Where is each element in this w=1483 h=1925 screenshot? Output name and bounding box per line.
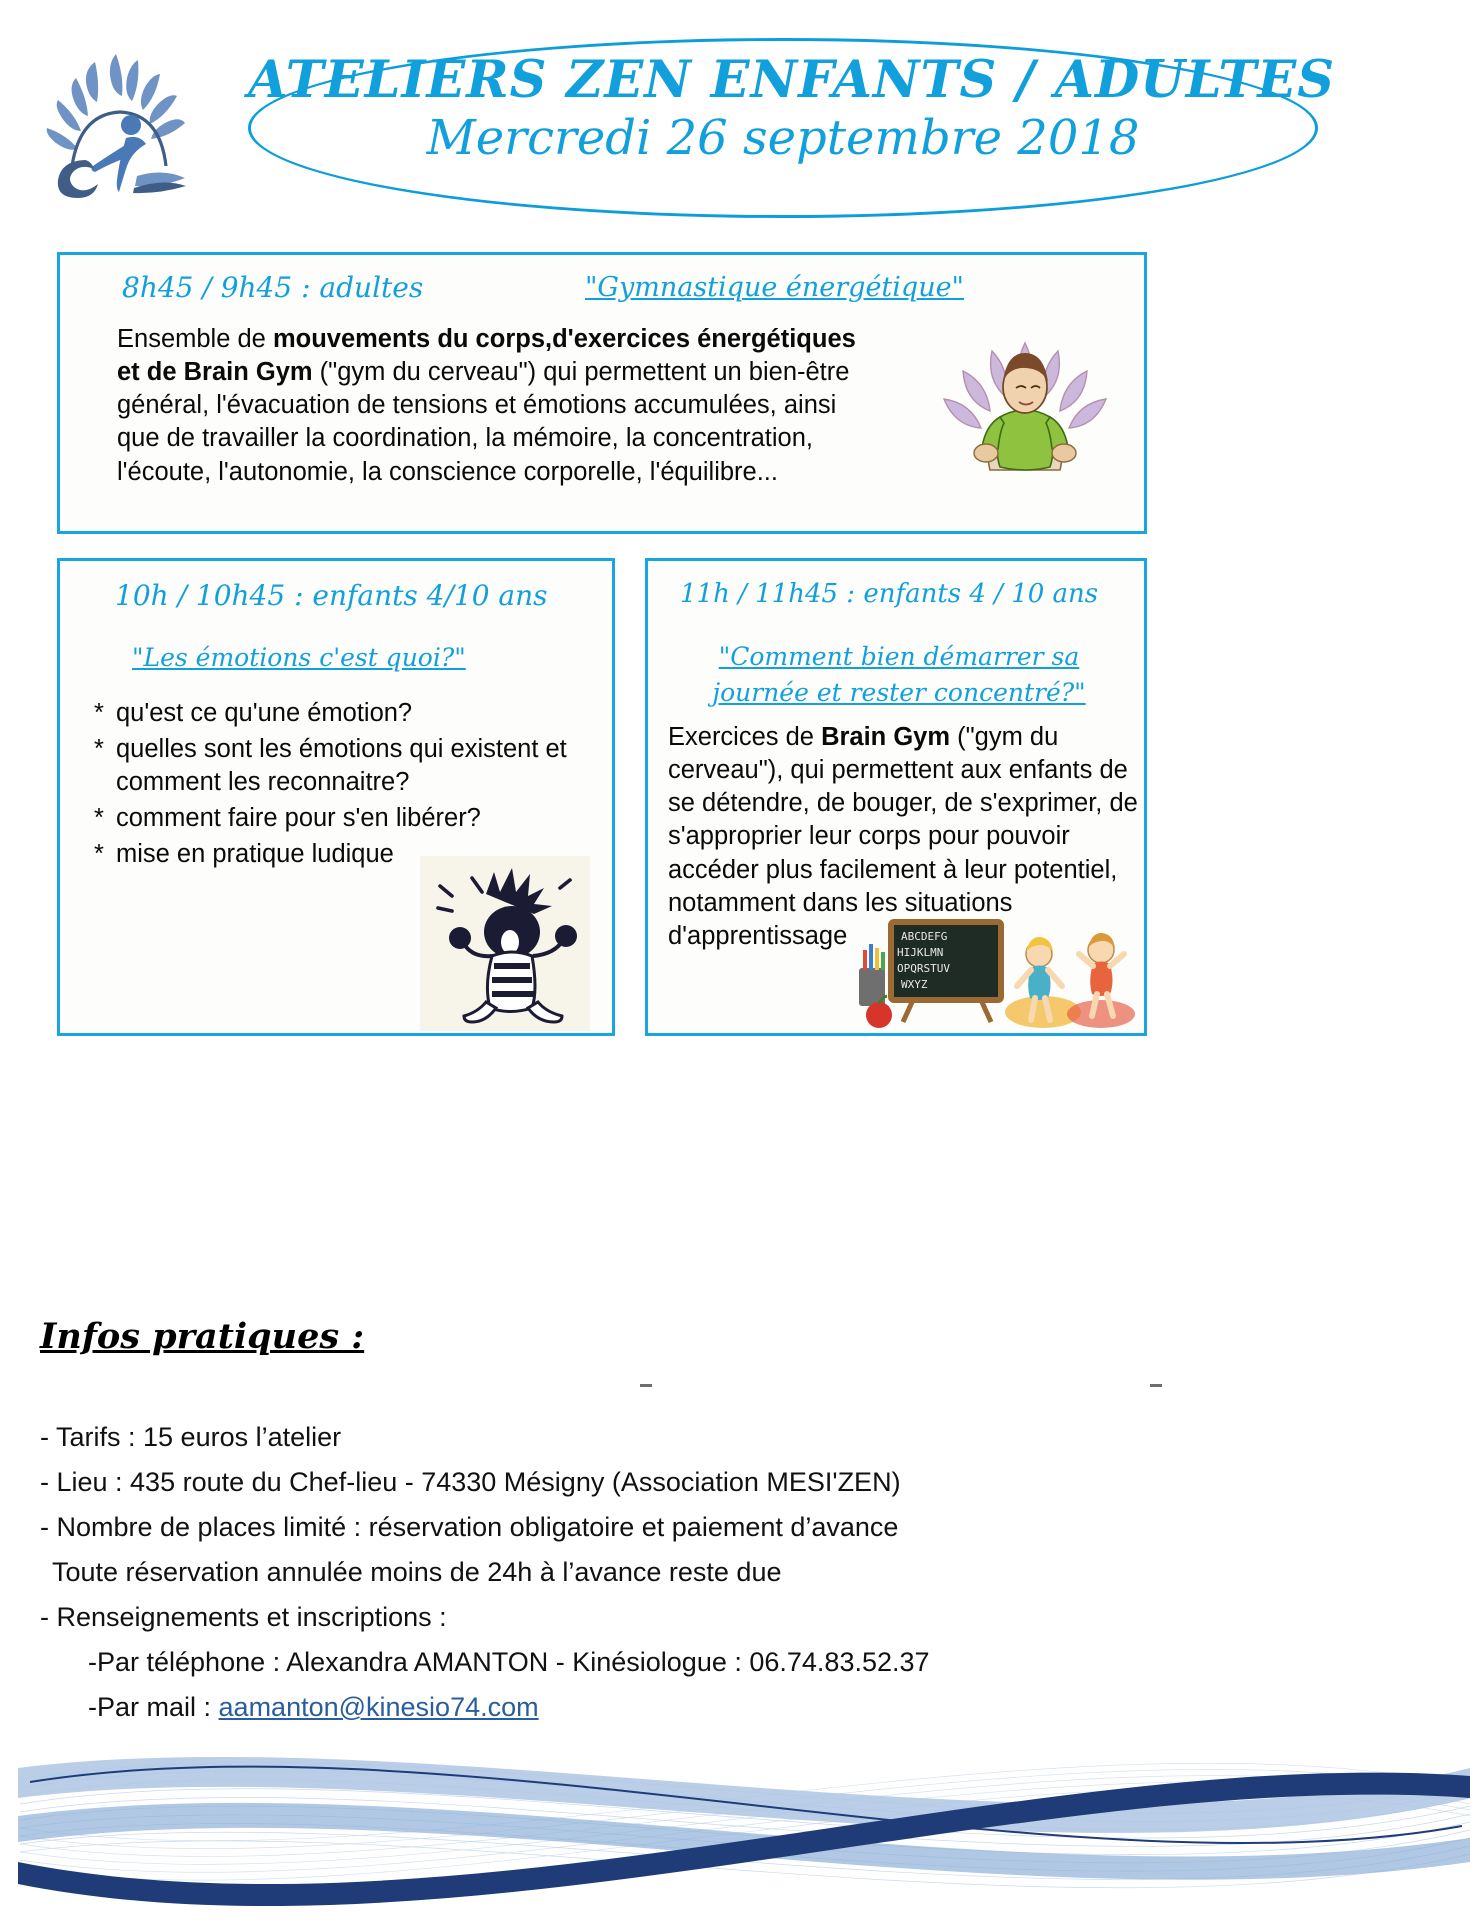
emotion-bullet-list bbox=[82, 697, 602, 873]
svg-text:OPQRSTUV: OPQRSTUV bbox=[897, 962, 950, 975]
list-item bbox=[82, 697, 602, 731]
svg-text:WXYZ: WXYZ bbox=[901, 978, 928, 991]
bullet-marker: * bbox=[94, 699, 104, 727]
list-item bbox=[82, 802, 602, 836]
info-line: Toute réservation annulée moins de 24h à l’avance reste due bbox=[52, 1557, 782, 1587]
info-line-mail bbox=[40, 1694, 1290, 1721]
session-theme-adults: "Gymnastique énergétique" bbox=[585, 272, 964, 303]
svg-text:HIJKLMN: HIJKLMN bbox=[897, 946, 944, 959]
session-card-braingym bbox=[645, 558, 1147, 1036]
session-time-emotions: 10h / 10h45 : enfants 4/10 ans bbox=[115, 579, 548, 612]
info-line: - Tarifs : 15 euros l’atelier bbox=[40, 1422, 342, 1452]
session-body-adults: Ensemble de mouvements du corps,d'exercices énergétiques et de Brain Gym ("gym du cerveau") qui permettent un bien-être général, l'évacuation de tensions et émotions accumulées, ainsi que de travailler la coordination, la mémoire, la concentration, l'écoute, l'autonomie, la conscience corporelle, l'équilibre... bbox=[117, 325, 856, 486]
list-item bbox=[82, 733, 602, 800]
list-item-label: mise en pratique ludique bbox=[116, 839, 394, 868]
mail-label: -Par mail : bbox=[88, 1692, 219, 1722]
infos-pratiques-heading: Infos pratiques : bbox=[40, 1316, 365, 1357]
email-link[interactable]: aamanton@kinesio74.com bbox=[218, 1692, 539, 1722]
info-line: - Nombre de places limité : réservation obligatoire et paiement d’avance bbox=[40, 1512, 899, 1542]
list-item-label: qu'est ce qu'une émotion? bbox=[116, 699, 413, 727]
session-theme-braingym: "Comment bien démarrer sa journée et rester concentré?" bbox=[712, 642, 1086, 708]
page-header bbox=[0, 0, 1483, 240]
bullet-marker: * bbox=[94, 734, 104, 763]
info-line: - Lieu : 435 route du Chef-lieu - 74330 Mésigny (Association MESI'ZEN) bbox=[40, 1467, 901, 1497]
session-card-adults bbox=[57, 252, 1147, 534]
session-theme-emotions: "Les émotions c'est quoi?" bbox=[132, 643, 466, 672]
session-time-braingym: 11h / 11h45 : enfants 4 / 10 ans bbox=[680, 579, 1099, 609]
list-item-label: quelles sont les émotions qui existent et comment les reconnaitre? bbox=[116, 734, 567, 797]
session-time-adults: 8h45 / 9h45 : adultes bbox=[122, 271, 424, 304]
lotus-meditation-image bbox=[930, 325, 1120, 475]
angry-child-image bbox=[420, 856, 590, 1031]
bullet-marker: * bbox=[94, 839, 104, 868]
info-line-phone: -Par téléphone : Alexandra AMANTON - Kinésiologue : 06.74.83.52.37 bbox=[88, 1647, 930, 1677]
session-card-emotions bbox=[57, 558, 615, 1036]
title-line-1: ATELIERS ZEN ENFANTS / ADULTES bbox=[248, 50, 1336, 110]
decor-dash-right bbox=[1150, 1384, 1162, 1387]
bullet-marker: * bbox=[94, 803, 104, 832]
bottom-wave-decoration bbox=[0, 1720, 1483, 1920]
title-line-2: Mercredi 26 septembre 2018 bbox=[426, 110, 1140, 167]
decor-dash-left bbox=[640, 1384, 652, 1387]
page-title bbox=[248, 50, 1336, 168]
blackboard-children-image bbox=[853, 916, 1138, 1031]
session-body-braingym: Exercices de Brain Gym ("gym du cerveau"), qui permettent aux enfants de se détendre, de bouger, de s'exprimer, de s'approprier leur corps pour pouvoir accéder plus facilement à leur potentiel, notamment dans les situations d'apprentissage bbox=[668, 723, 1138, 950]
infos-pratiques-list bbox=[40, 1424, 1290, 1739]
mesizen-sun-logo bbox=[38, 48, 198, 198]
info-line: - Renseignements et inscriptions : bbox=[40, 1602, 447, 1632]
list-item-label: comment faire pour s'en libérer? bbox=[116, 803, 481, 832]
svg-text:ABCDEFG: ABCDEFG bbox=[901, 930, 948, 943]
